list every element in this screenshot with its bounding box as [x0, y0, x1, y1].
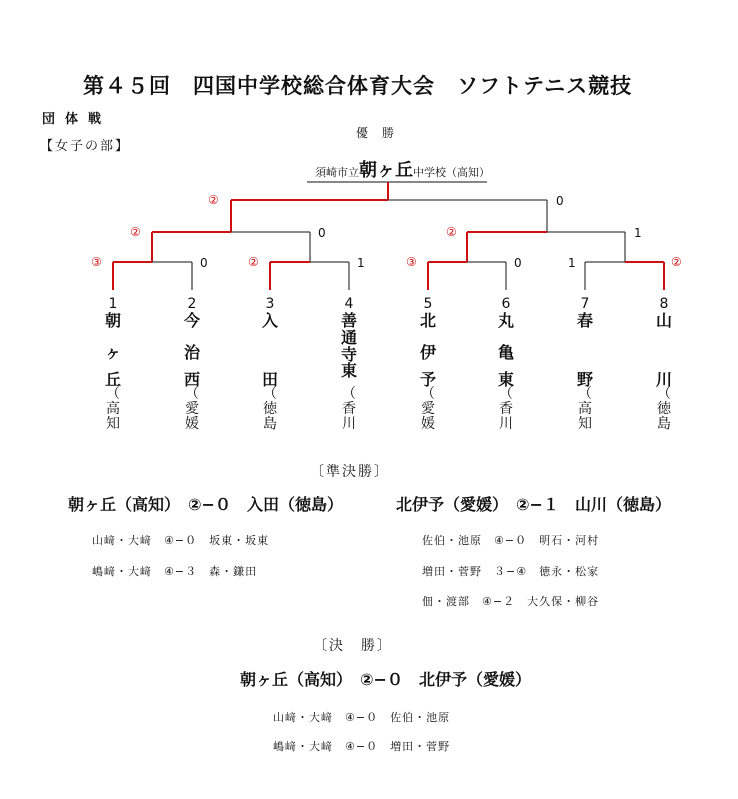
champion-city: 須崎市立: [315, 166, 359, 179]
event-type: 団体戦: [42, 112, 112, 127]
r2-m1-score-right: 0: [318, 226, 326, 240]
team-5-char-3: 予: [419, 370, 436, 389]
team-6-pref-3: 川: [499, 416, 513, 432]
team-4-char-4: 東: [340, 361, 357, 380]
team-7-char-2: 野: [576, 370, 593, 389]
team-6-pref-1: （: [499, 386, 513, 402]
team-8-number: 8: [659, 296, 669, 312]
team-6-char-1: 丸: [497, 311, 514, 330]
team-5-number: 5: [423, 296, 433, 312]
team-2-pref-3: 媛: [185, 416, 199, 432]
team-5-pref-3: 媛: [421, 416, 435, 432]
team-4-pref-1: （: [342, 386, 356, 402]
team-6-char-3: 東: [497, 370, 514, 389]
team-4-char-3: 寺: [340, 345, 357, 364]
semifinal-left-result: 朝ヶ丘（高知） ②−０ 入田（徳島）: [68, 495, 343, 514]
team-4-char-1: 善: [340, 311, 357, 330]
page-title: 第４５回 四国中学校総合体育大会 ソフトテニス競技: [83, 74, 633, 98]
team-3-pref-2: 徳: [263, 401, 277, 417]
final-heading: 〔決 勝〕: [313, 638, 393, 654]
team-8-pref-3: 島: [657, 416, 671, 432]
final-score-right: 0: [556, 194, 564, 208]
semifinal-left-game-1: 山﨑・大﨑 ④−０ 坂東・坂東: [92, 534, 270, 547]
team-8-char-1: 山: [655, 311, 672, 330]
team-1-char-3: 丘: [104, 370, 121, 389]
team-5-pref-1: （: [421, 386, 435, 402]
semifinal-right-game-2: 増田・菅野 ３−④ 徳永・松家: [422, 565, 600, 578]
champion-suffix: 中学校（高知）: [413, 166, 490, 179]
team-2-pref-1: （: [185, 386, 199, 402]
semifinal-right-game-1: 佐伯・池原 ④−０ 明石・河村: [422, 534, 600, 547]
r1-m4-score-left: 1: [568, 256, 576, 270]
champion-school: 朝ヶ丘: [359, 160, 413, 181]
semifinal-heading: 〔準決勝〕: [310, 464, 390, 480]
team-8-char-2: 川: [655, 370, 672, 389]
team-3-pref-3: 島: [263, 416, 277, 432]
team-8-pref-1: （: [657, 386, 671, 402]
team-1-number: 1: [108, 296, 118, 312]
team-1-char-1: 朝: [104, 311, 121, 330]
r1-m3-score-right: 0: [514, 256, 522, 270]
team-5-char-2: 伊: [419, 343, 436, 362]
final-score-left: ②: [208, 193, 219, 207]
semifinal-right-game-3: 佃・渡部 ④−２ 大久保・柳谷: [422, 595, 600, 608]
team-3-pref-1: （: [263, 386, 277, 402]
team-1-pref-3: 知: [106, 416, 120, 432]
team-7-pref-3: 知: [578, 416, 592, 432]
team-7-number: 7: [580, 296, 590, 312]
team-2-char-1: 今: [183, 311, 200, 330]
team-4-pref-2: 香: [342, 401, 356, 417]
team-5-char-1: 北: [419, 311, 436, 330]
team-2-char-2: 治: [183, 343, 200, 362]
final-result: 朝ヶ丘（高知） ②−０ 北伊予（愛媛）: [240, 670, 531, 689]
team-1-char-2: ヶ: [104, 343, 121, 362]
r2-m2-score-right: 1: [634, 226, 642, 240]
division-label: 【女子の部】: [40, 139, 131, 154]
team-6-pref-2: 香: [499, 401, 513, 417]
team-7-char-1: 春: [576, 311, 593, 330]
team-3-number: 3: [265, 296, 275, 312]
r1-m1-score-left: ③: [91, 255, 102, 269]
team-3-char-2: 田: [261, 370, 278, 389]
final-game-1: 山﨑・大﨑 ④−０ 佐伯・池原: [273, 711, 451, 724]
r1-m2-score-left: ②: [248, 255, 259, 269]
team-7-pref-2: 高: [578, 401, 592, 417]
semifinal-left-game-2: 嶋﨑・大﨑 ④−３ 森・鎌田: [92, 565, 258, 578]
team-5-pref-2: 愛: [421, 401, 435, 417]
team-4-pref-3: 川: [342, 416, 356, 432]
r2-m2-score-left: ②: [446, 225, 457, 239]
r1-m2-score-right: 1: [357, 256, 365, 270]
team-1-pref-1: （: [106, 386, 120, 402]
team-4-number: 4: [344, 296, 354, 312]
team-8-pref-2: 徳: [657, 401, 671, 417]
team-4-char-2: 通: [340, 328, 357, 347]
team-1-pref-2: 高: [106, 401, 120, 417]
final-game-2: 嶋﨑・大﨑 ④−０ 増田・菅野: [273, 740, 451, 753]
team-2-number: 2: [187, 296, 197, 312]
r2-m1-score-left: ②: [130, 225, 141, 239]
team-3-char-1: 入: [261, 311, 278, 330]
r1-m1-score-right: 0: [200, 256, 208, 270]
team-6-number: 6: [501, 296, 511, 312]
team-2-char-3: 西: [183, 370, 200, 389]
champion-label: 優勝: [356, 126, 409, 140]
r1-m3-score-left: ③: [406, 255, 417, 269]
semifinal-right-result: 北伊予（愛媛） ②−１ 山川（徳島）: [396, 495, 671, 514]
r1-m4-score-right: ②: [671, 255, 682, 269]
team-6-char-2: 亀: [497, 343, 514, 362]
team-2-pref-2: 愛: [185, 401, 199, 417]
team-7-pref-1: （: [578, 386, 592, 402]
